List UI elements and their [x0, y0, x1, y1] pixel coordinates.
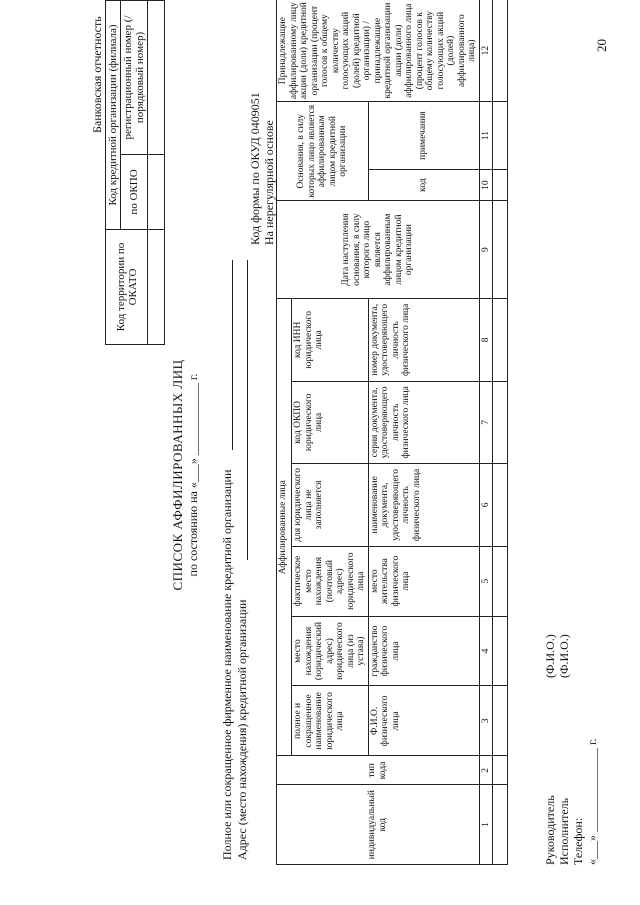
- col-code: код: [368, 170, 479, 201]
- address-field[interactable]: [247, 260, 248, 560]
- col-code-type: тип кода: [277, 756, 480, 785]
- col-date-basis: Дата наступления основания, в силу которого лицо является аффилированным лицом кредитной организации: [277, 201, 480, 299]
- col-doc-name: наименование документа, удостоверяющего личность физического лица: [368, 464, 479, 547]
- col-num-1: 1: [479, 785, 493, 865]
- col-individual-code: индивидуальный код: [277, 785, 480, 865]
- page-title: СПИСОК АФФИЛИРОВАННЫХ ЛИЦ: [170, 359, 185, 591]
- affiliates-table: [276, 0, 508, 865]
- col-residence: место жительства физического лица: [368, 546, 479, 616]
- col-num-12: 12: [479, 0, 493, 102]
- org-name-label: Полное или сокращенное фирменное наименование кредитной организации: [220, 469, 234, 860]
- col-num-4: 4: [479, 616, 493, 686]
- col-doc-series: серия документа, удостоверяющего личность физического лица: [368, 381, 479, 464]
- reg-number-header: регистрационный номер (/порядковый номер): [121, 1, 148, 155]
- col-num-8: 8: [479, 299, 493, 382]
- executor-label: Исполнитель: [557, 797, 571, 865]
- phone-label: Телефон:: [571, 817, 585, 865]
- territory-header: Код территории по ОКАТО: [106, 230, 148, 345]
- okud-code: Код формы по ОКУД 0409051: [248, 92, 262, 245]
- page-number: 20: [594, 39, 609, 52]
- report-type: Банковская отчетность: [90, 16, 104, 133]
- territory-value[interactable]: [148, 230, 165, 345]
- org-code-header: Код кредитной организации (филиала): [106, 1, 121, 230]
- col-full-name-legal: полное и сокращенное наименование юридического лица: [292, 686, 369, 756]
- col-affiliated-group: Аффилированные лица: [277, 299, 292, 756]
- col-num-3: 3: [479, 686, 493, 756]
- col-not-filled: для юридического лица не заполняется: [292, 464, 369, 547]
- col-fio: Ф.И.О. физического лица: [368, 686, 479, 756]
- col-okpo-legal: код ОКПО юридического лица: [292, 381, 369, 464]
- executor-fio: (Ф.И.О.): [557, 634, 571, 678]
- col-num-2: 2: [479, 756, 493, 785]
- head-fio: (Ф.И.О.): [543, 634, 557, 678]
- address-label: Адрес (место нахождения) кредитной организации: [235, 599, 249, 860]
- date-line: по состоянию на «___» ____________ г.: [186, 373, 200, 577]
- col-num-9: 9: [479, 201, 493, 299]
- reg-number-value[interactable]: [148, 1, 165, 155]
- col-actual-location: фактическое место нахождения (почтовый адрес) юридического лица: [292, 546, 369, 616]
- col-note: примечания: [368, 102, 479, 170]
- bank-code-table: [105, 0, 165, 345]
- col-num-11: 11: [479, 102, 493, 170]
- table-row[interactable]: [493, 0, 508, 865]
- col-share: Принадлежащие аффилированному лицу акции (доли) кредитной организации (процент голосов к общему количеству голосующих акций (долей) кредитной организации) / принадлежащие кредитной организации акции (доли) аффилированного лица (процент голосов к общему количеству голосующих акций (долей) аффилированного лица): [277, 0, 480, 102]
- head-label: Руководитель: [543, 795, 557, 865]
- col-num-6: 6: [479, 464, 493, 547]
- col-num-7: 7: [479, 381, 493, 464]
- col-num-10: 10: [479, 170, 493, 201]
- col-location-legal: место нахождения (юридический адрес) юридического лица (из устава): [292, 616, 369, 686]
- column-number-row: [479, 0, 493, 865]
- col-num-5: 5: [479, 546, 493, 616]
- col-doc-number: номер документа, удостоверяющего личность физического лица: [368, 299, 479, 382]
- frequency: На нерегулярной основе: [262, 120, 276, 245]
- col-inn-legal: код ИНН юридического лица: [292, 299, 369, 382]
- okpo-value[interactable]: [148, 155, 165, 230]
- col-citizenship: гражданство физического лица: [368, 616, 479, 686]
- org-name-field[interactable]: [232, 260, 233, 450]
- col-basis: Основания, в силу которых лицо является аффилированным лицом кредитной организации: [277, 102, 369, 201]
- sign-date: «___» ______________ г.: [585, 738, 599, 865]
- okpo-header: по ОКПО: [121, 155, 148, 230]
